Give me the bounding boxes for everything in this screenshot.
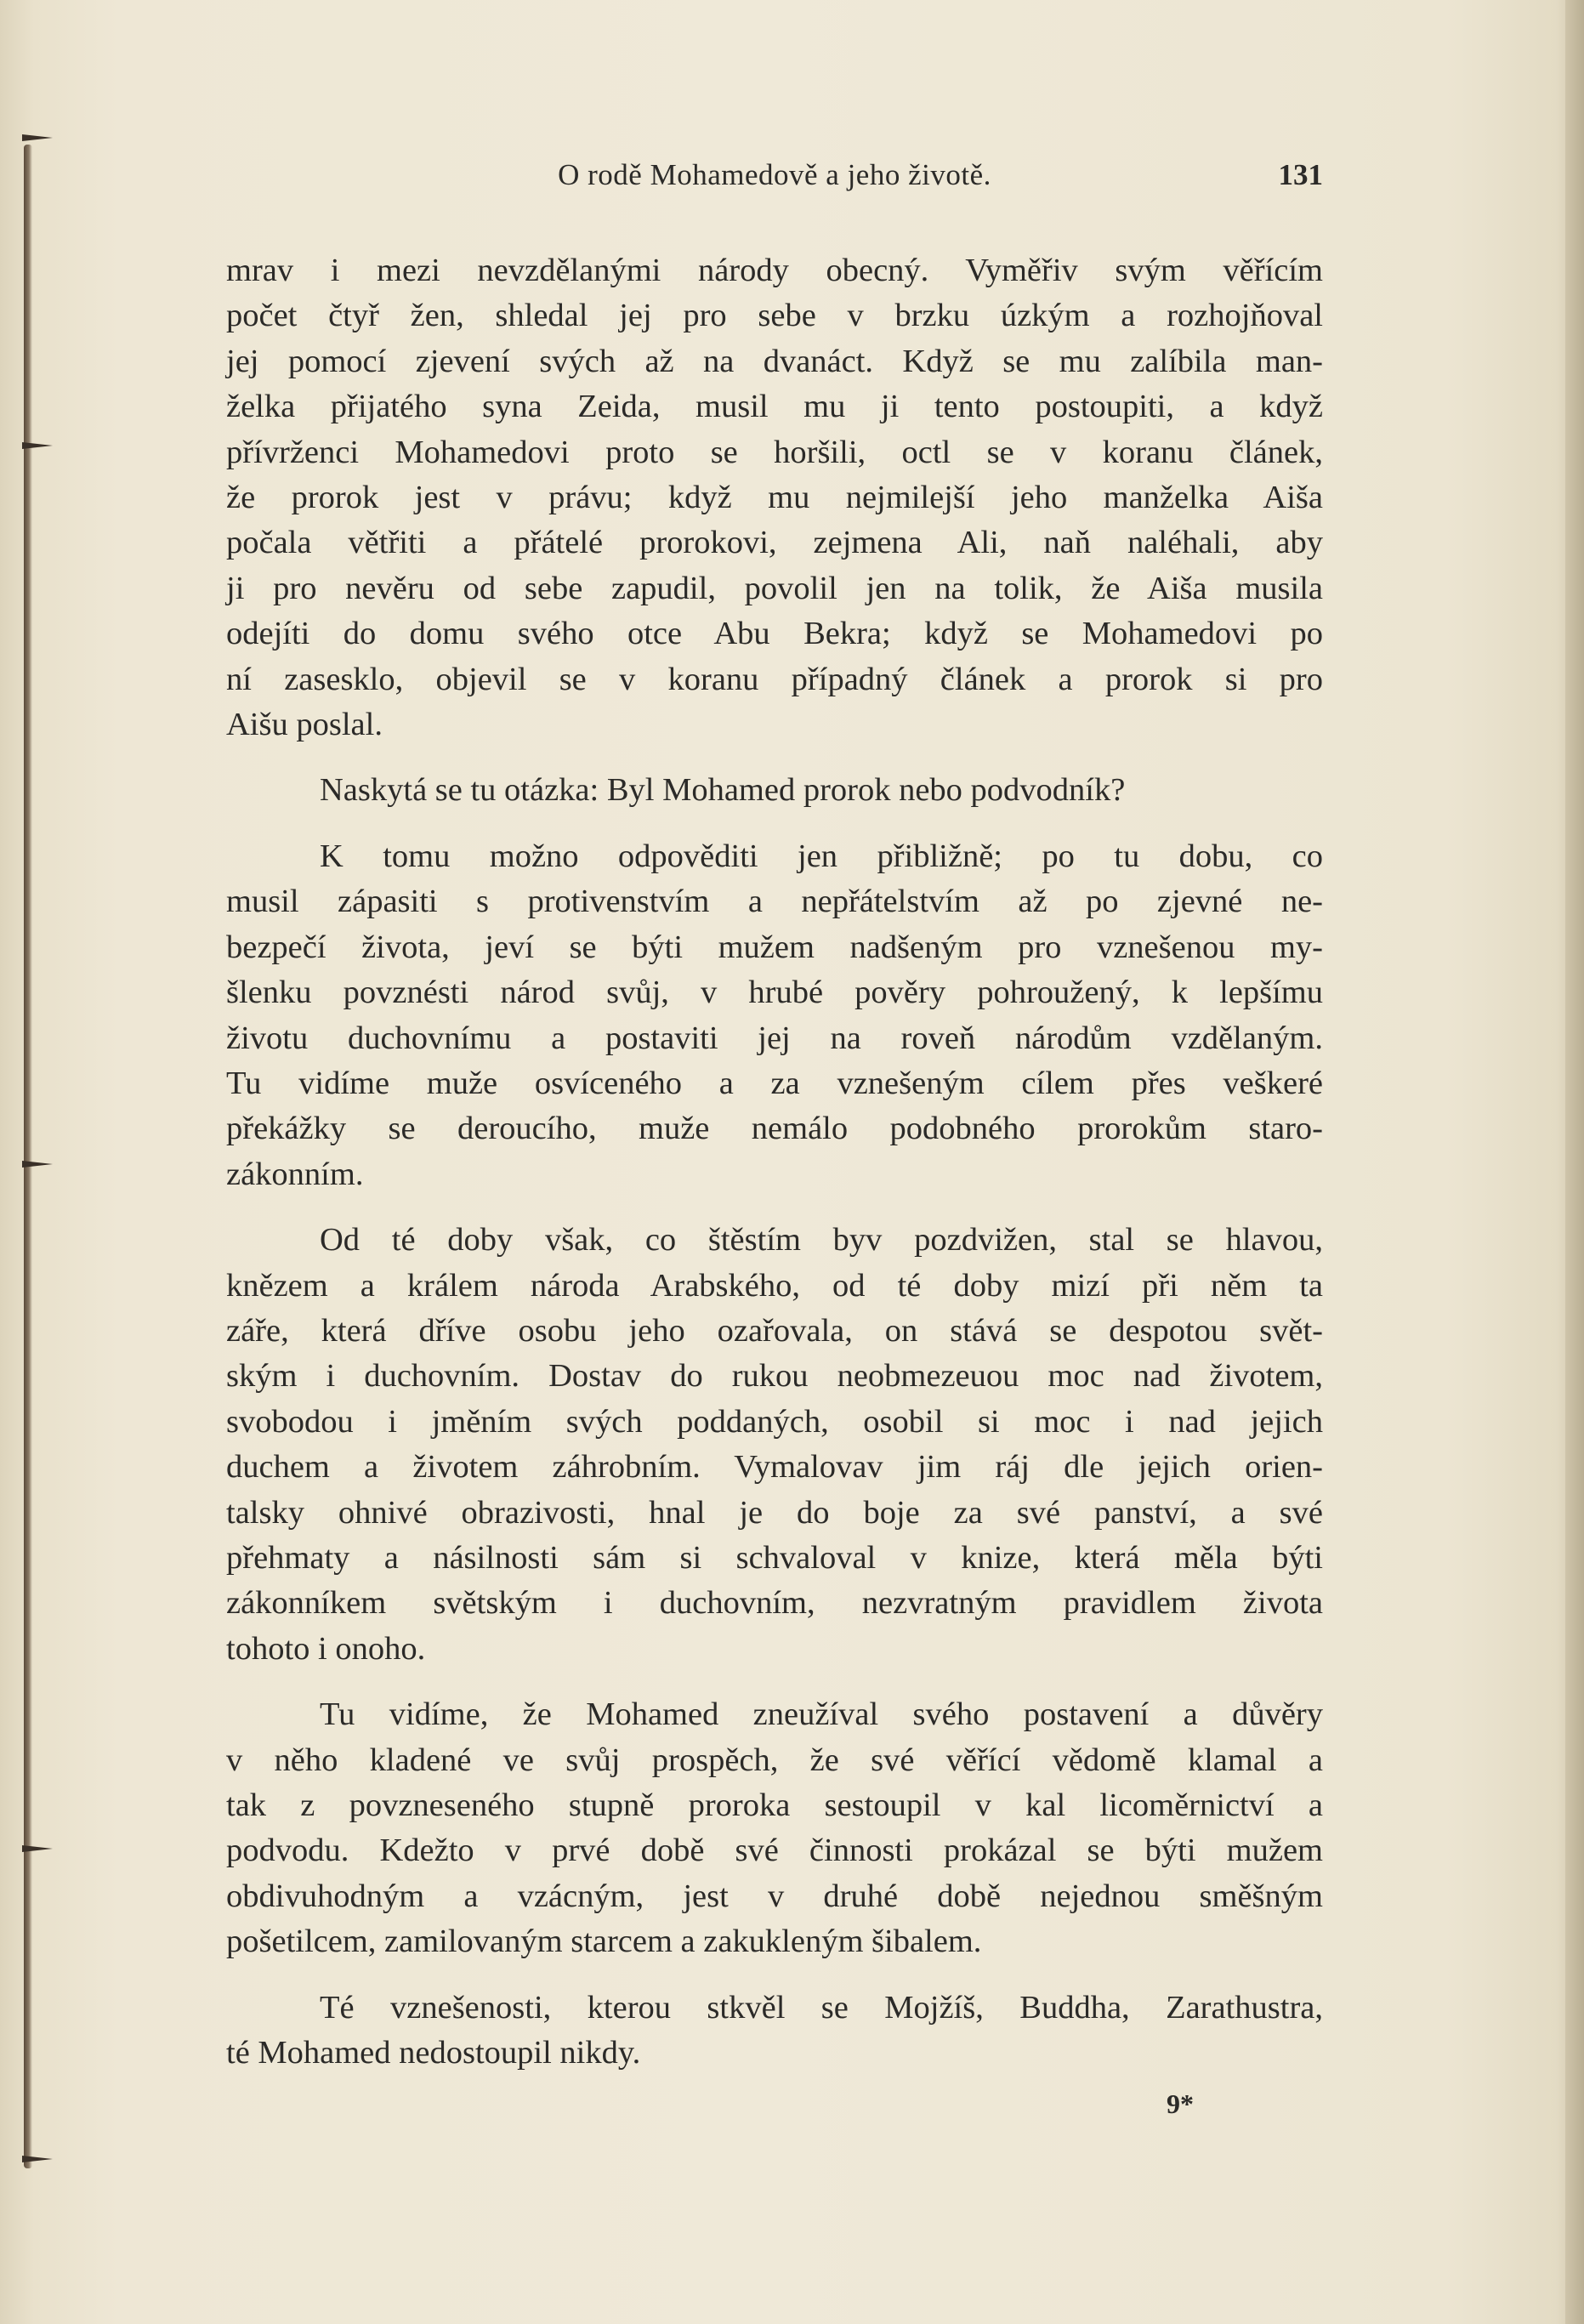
signature-mark: 9* <box>1167 2088 1194 2119</box>
body-text <box>226 248 1323 2076</box>
text-line: pošetilcem, zamilovaným starcem a zakukleným šibalem. <box>226 1923 982 1960</box>
text-line: ským i duchovním. Dostav do rukou neobmezeuou moc nad životem, <box>226 1358 1323 1395</box>
text-line: K tomu možno odpověditi jen přibližně; po tu dobu, co <box>320 838 1323 874</box>
page-number: 131 <box>1278 158 1323 191</box>
paragraph-1 <box>226 248 1323 747</box>
text-line: ji pro nevěru od sebe zapudil, povolil jen na tolik, že Aiša musila <box>226 570 1323 606</box>
text-line: Tu vidíme muže osvíceného a za vznešeným cílem přes veškeré <box>226 1065 1323 1101</box>
text-line: v něho kladené ve svůj prospěch, že své věřící vědomě klamal a <box>226 1742 1323 1778</box>
paragraph-3 <box>226 834 1323 1197</box>
text-line: musil zápasiti s protivenstvím a nepřátelstvím až po zjevné ne- <box>226 884 1323 920</box>
text-line: životu duchovnímu a postaviti jej na roveň národům vzdělaným. <box>226 1020 1323 1056</box>
text-line: Od té doby však, co štěstím byv pozdvižen, stal se hlavou, <box>320 1222 1323 1259</box>
binding-mark <box>22 1845 53 1852</box>
text-line: obdivuhodným a vzácným, jest v druhé době nejednou směšným <box>226 1878 1323 1914</box>
page-header <box>226 158 1323 201</box>
paragraph-6 <box>226 1986 1323 2077</box>
text-line: Aišu poslal. <box>226 707 383 743</box>
text-line: že prorok jest v právu; když mu nejmilejší jeho manželka Aiša <box>226 480 1323 516</box>
text-line: jej pomocí zjevení svých až na dvanáct. Když se mu zalíbila man- <box>226 343 1323 379</box>
paragraph-4 <box>226 1218 1323 1672</box>
text-line: podvodu. Kdežto v prvé době své činnosti prokázal se býti mužem <box>226 1832 1323 1869</box>
text-line: šlenku povznésti národ svůj, v hrubé pověry pohroužený, k lepšímu <box>226 974 1323 1011</box>
paragraph-5 <box>226 1692 1323 1964</box>
text-line: přehmaty a násilnosti sám si schvaloval v knize, která měla býti <box>226 1539 1323 1576</box>
text-line: želka přijatého syna Zeida, musil mu ji tento postoupiti, a když <box>226 389 1323 425</box>
text-line: záře, která dříve osobu jeho ozařovala, on stává se despotou svět- <box>226 1312 1323 1349</box>
text-line: počala větřiti a přátelé prorokovi, zejmena Ali, naň naléhali, aby <box>226 525 1323 561</box>
text-line: Tu vidíme, že Mohamed zneužíval svého postavení a důvěry <box>320 1696 1323 1733</box>
text-line: Té vznešenosti, kterou stkvěl se Mojžíš, Buddha, Zarathustra, <box>320 1989 1323 2026</box>
binding-mark <box>22 134 53 141</box>
text-line: svobodou i jměním svých poddaných, osobil si moc i nad jejich <box>226 1403 1323 1440</box>
text-line: duchem a životem záhrobním. Vymalovav jim ráj dle jejich orien- <box>226 1449 1323 1486</box>
text-line: té Mohamed nedostoupil nikdy. <box>226 2035 641 2071</box>
text-line: mrav i mezi nevzdělanými národy obecný. Vyměřiv svým věřícím <box>226 253 1323 288</box>
text-line: Naskytá se tu otázka: Byl Mohamed prorok nebo podvodník? <box>320 772 1126 809</box>
page-edge <box>1565 0 1584 2324</box>
binding-mark <box>22 442 53 449</box>
binding-mark <box>22 2156 53 2162</box>
text-line: bezpečí života, jeví se býti mužem nadšeným pro vznešenou my- <box>226 929 1323 965</box>
text-line: překážky se deroucího, muže nemálo podobného prorokům staro- <box>226 1111 1323 1147</box>
text-line: knězem a králem národa Arabského, od té doby mizí při něm ta <box>226 1267 1323 1304</box>
text-line: počet čtyř žen, shledal jej pro sebe v brzku úzkým a rozhojňoval <box>226 298 1323 334</box>
running-title: O rodě Mohamedově a jeho životě. <box>558 158 991 191</box>
paragraph-2 <box>226 768 1323 813</box>
text-line: zákonníkem světským i duchovním, nezvratným pravidlem života <box>226 1585 1323 1622</box>
text-line: přívrženci Mohamedovi proto se horšili, octl se v koranu článek, <box>226 434 1323 470</box>
text-line: zákonním. <box>226 1156 364 1192</box>
binding-mark <box>22 1161 53 1168</box>
text-line: tohoto i onoho. <box>226 1630 426 1667</box>
text-line: ní zasesklo, objevil se v koranu případný článek a prorok si pro <box>226 661 1323 697</box>
text-line: talsky ohnivé obrazivosti, hnal je do boje za své panství, a své <box>226 1494 1323 1531</box>
text-line: odejíti do domu svého otce Abu Bekra; když se Mohamedovi po <box>226 616 1323 652</box>
text-line: tak z povzneseného stupně proroka sestoupil v kal licoměrnictví a <box>226 1787 1323 1823</box>
